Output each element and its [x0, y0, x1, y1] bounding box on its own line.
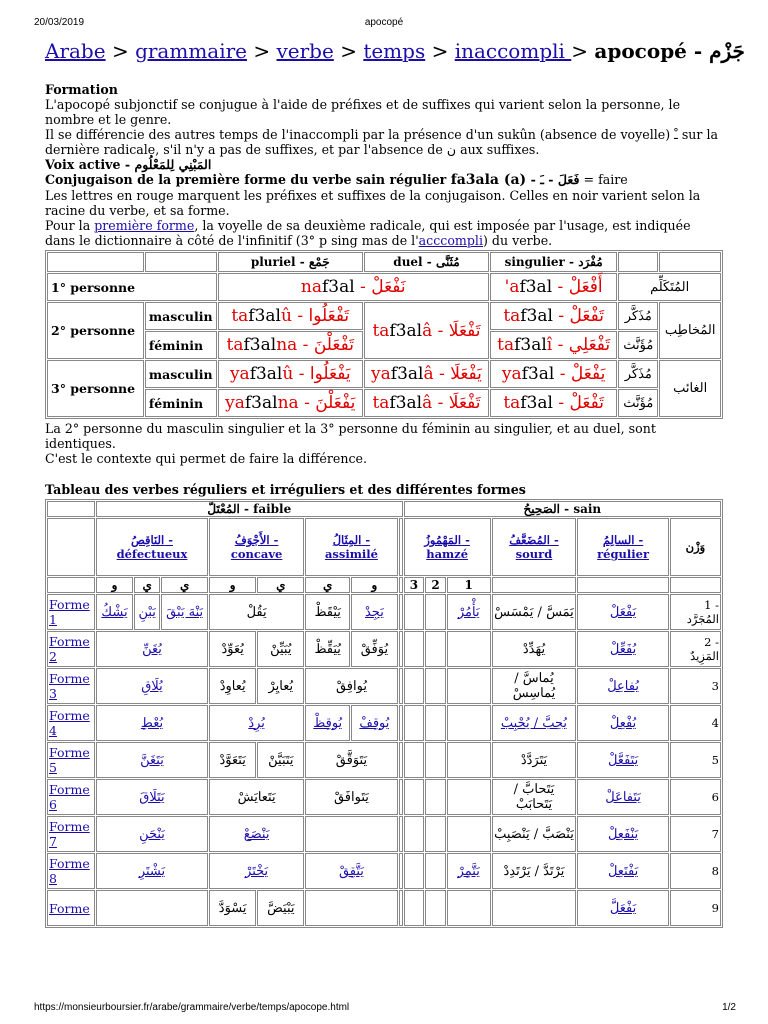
gender-label: masculin: [145, 360, 217, 388]
breadcrumb-arabe[interactable]: Arabe: [45, 39, 106, 63]
verb-cell: [399, 631, 403, 667]
verb-cell: يُيَقِّظْ: [305, 631, 350, 667]
table-row: [47, 360, 721, 388]
verb-cell[interactable]: يُلَاقِ: [96, 668, 208, 704]
verb-cell: [404, 631, 425, 667]
table-row: [47, 890, 721, 926]
breadcrumb-sep: >: [431, 39, 449, 63]
gender-ar: مُؤَنَّث: [618, 331, 658, 359]
verbs-table-title: Tableau des verbes réguliers et irréguliers et des différentes formes: [45, 482, 526, 497]
print-footer: [0, 994, 768, 1024]
conj-cell: naf3al - نَفْعَلْ: [218, 273, 489, 301]
gender-label: féminin: [145, 389, 217, 417]
verb-cell[interactable]: يُغَنِّ: [96, 631, 208, 667]
conjugation-table: [45, 250, 723, 419]
verb-cell: [425, 705, 446, 741]
wazn-cell: 7: [670, 816, 721, 852]
verb-cell: [447, 779, 491, 815]
conj-cell: taf3al - تَفْعَلْ: [490, 302, 617, 330]
verb-cell: يُماسَّ / يُماسِسْ: [492, 668, 577, 704]
verb-cell: يُهَدِّدْ: [492, 631, 577, 667]
form-link[interactable]: Forme 2: [47, 631, 95, 667]
table-row: [47, 273, 721, 301]
breadcrumb-temps[interactable]: temps: [363, 39, 426, 63]
form-link[interactable]: Forme 6: [47, 779, 95, 815]
verbs-table: المُعْتَلّ - faible الصَحِيحُ - sain النَاقِصُ - défectueux الأَجْوَفُ - concave المِثَالُ - assimilé المَهْمُوزُ - hamzé المُضَعَّفُ - sourd السالِمُ - régulier وَزْن و ي ي و ي ي و 3 2 1 Forme 1 يَشْكُ يَبْنِ يَنْهَ يَبْقَ يَقُلْ يَيْقَظْ يَجِدْ يَأْمُرْ يَمَسَّ / يَمْسَسْ يَفْعَلْ 1 - المُجَرَّد Forme 2 يُغَنِّ يُعَوِّدْ يُبَيِّنْ يُيَقِّظْ يُوَفِّقْ يُهَدِّدْ يُفَعِّلْ 2 - المَزِيدٌ Forme 3 يُلَاقِ يُعاوِدْ يُعايِرْ يُوافِقْ يُماسَّ / يُماسِسْ يُفاعِلْ 3 Forme 4 يُعْطِ يُرِدْ يُوقِظْ يُوقِفْ يُحِبَّ / يُحْبِبْ يُفْعِلْ 4 Forme 5 يَتَغَنَّ يَتَعَوَّدْ يَتَبَيَّنْ يَتَوَقَّقْ يَتَرَدَّدْ يَتَفَعَّلْ 5 Forme 6 يَتَلَاقَ يَتَعايَشْ يَتَوافَقْ يَتَحابَّ / يَتَحابَبْ يَتَفاعَلْ 6 Forme 7 يَنْحَنِ يَنْصَعْ يَنْصَبَّ / يَنْصَبِبْ يَنْفَعِلْ 7 Forme 8 يَشْتَرِ يَخْتَرْ يَتَّقِقْ يَتَّمِرْ يَرْتَدَّ / يَرْتَدِدْ يَفْتَعِلْ 8 Forme يَسْوَدَّ يَبْيَضَّ يَفْعَلَّ 9: [45, 499, 723, 928]
verb-cell: [425, 816, 446, 852]
breadcrumb-sep: >: [571, 39, 589, 63]
table-row: [47, 594, 721, 630]
breadcrumb-verbe[interactable]: verbe: [276, 39, 334, 63]
breadcrumb-sep: >: [111, 39, 129, 63]
verb-cell: [399, 668, 403, 704]
conj-cell: taf3alâ - تَفْعَلَا: [364, 302, 489, 359]
verb-cell[interactable]: يَشْتَرِ: [96, 853, 208, 889]
verb-cell: [404, 853, 425, 889]
print-url: https://monsieurboursier.fr/arabe/grammaire/verbe/temps/apocope.html: [34, 1002, 350, 1013]
form-link[interactable]: Forme 7: [47, 816, 95, 852]
verb-cell: [399, 816, 403, 852]
print-page-number: 1/2: [722, 1002, 736, 1013]
header-duel: duel - مُثَنَّى: [364, 252, 489, 272]
wazn-cell: 5: [670, 742, 721, 778]
verb-cell: [305, 816, 397, 852]
table-row: [47, 302, 721, 330]
verb-cell[interactable]: يُوقِظْ: [305, 705, 350, 741]
verb-cell[interactable]: يَتَفَعَّلْ: [577, 742, 668, 778]
print-date: 20/03/2019: [34, 17, 85, 28]
verb-cell: يَتَعَوَّدْ: [209, 742, 256, 778]
conj-cell: yaf3alâ - يَفْعَلَا: [364, 360, 489, 388]
table-row: [47, 779, 721, 815]
wazn-cell: 8: [670, 853, 721, 889]
verb-cell: [399, 890, 403, 926]
breadcrumb-inaccompli[interactable]: inaccompli: [454, 39, 572, 63]
verb-cell: [425, 890, 446, 926]
print-header: [0, 0, 768, 30]
form-link[interactable]: Forme 1: [47, 594, 95, 630]
conj-cell: taf3al - تَفْعَلْ: [490, 389, 617, 417]
verb-cell: [399, 779, 403, 815]
wazn-cell: 1 - المُجَرَّد: [670, 594, 721, 630]
verb-cell: [425, 853, 446, 889]
verb-cell[interactable]: يَفْعَلْ: [577, 594, 668, 630]
conj-cell: yaf3al - يَفْعَلْ: [490, 360, 617, 388]
conj-title: Conjugaison de la première forme du verbe sain régulier fa3ala (a) - فَعَلَ - ـَ = faire: [45, 172, 628, 188]
verb-cell[interactable]: يَأْمُرْ: [447, 594, 491, 630]
table-row: [47, 389, 721, 417]
identity-note: La 2° personne du masculin singulier et la 3° personne du féminin au singulier, et au duel, sont identiques. C'est le contexte qui permet de faire la différence.: [45, 421, 656, 466]
verb-cell: [425, 668, 446, 704]
person-ar-label: المُتَكَلِّم: [618, 273, 721, 301]
gender-ar: مُؤَنَّث: [618, 389, 658, 417]
verb-cell[interactable]: يُرِدْ: [209, 705, 304, 741]
voix-active: Voix active - المَبْنِي لِلمَعْلُوم: [45, 157, 212, 172]
conj-cell: yaf3alû - يَفْعَلُوا: [218, 360, 363, 388]
person-label: 2° personne: [47, 302, 144, 359]
formation-title: Formation: [45, 82, 118, 97]
verb-cell: [404, 742, 425, 778]
wazn-cell: 6: [670, 779, 721, 815]
verb-cell: [425, 594, 446, 630]
header-plural: pluriel - جَمْع: [218, 252, 363, 272]
table-row: [47, 816, 721, 852]
faible-header: المُعْتَلّ - faible: [96, 501, 403, 517]
page-content: [45, 38, 745, 928]
form-link[interactable]: Forme 5: [47, 742, 95, 778]
verb-cell: [425, 631, 446, 667]
conj-cell: taf3alna - تَفْعَلْنَ: [218, 331, 363, 359]
wazn-cell: 9: [670, 890, 721, 926]
verb-cell: يَتَوافَقْ: [305, 779, 397, 815]
person-label: 1° personne: [47, 273, 217, 301]
gender-label: masculin: [145, 302, 217, 330]
verb-cell[interactable]: يَجِدْ: [351, 594, 397, 630]
form-link[interactable]: Forme 3: [47, 668, 95, 704]
form-link[interactable]: Forme 8: [47, 853, 95, 889]
verb-cell: [96, 890, 208, 926]
gender-label: féminin: [145, 331, 217, 359]
accompli-link[interactable]: acccompli: [418, 233, 483, 248]
verb-cell[interactable]: يَبْنِ: [134, 594, 160, 630]
verb-cell[interactable]: يُعْطِ: [96, 705, 208, 741]
verb-cell[interactable]: يَنْحَنِ: [96, 816, 208, 852]
verb-cell[interactable]: يَنْفَعِلْ: [577, 816, 668, 852]
verb-cell: [305, 890, 397, 926]
sain-header: الصَحِيحُ - sain: [404, 501, 721, 517]
conj-cell: taf3alî - تَفْعَلِي: [490, 331, 617, 359]
conj-cell: 'af3al - أَفْعَلْ: [490, 273, 617, 301]
cat-concave[interactable]: الأَجْوَفُ - concave: [209, 518, 304, 576]
verb-cell: [447, 890, 491, 926]
form-link[interactable]: Forme 4: [47, 705, 95, 741]
verb-cell: يَمَسَّ / يَمْسَسْ: [492, 594, 577, 630]
verb-cell: [399, 594, 403, 630]
premiere-forme-link[interactable]: première forme: [94, 218, 195, 233]
formation-p2: Il se différencie des autres temps de l'inaccompli par la présence d'un sukûn (absence de voyelle) ـْ sur la dernière radicale, s'il n'y a pas de suffixes, et par l'absence de ن aux suffixes.: [45, 127, 718, 157]
verb-cell: [492, 890, 577, 926]
table-row: [47, 668, 721, 704]
verb-cell: [404, 816, 425, 852]
wazn-cell: 2 - المَزِيدٌ: [670, 631, 721, 667]
table-row: [47, 631, 721, 667]
conj-cell: yaf3alna - يَفْعَلْنَ: [218, 389, 363, 417]
verb-cell: [447, 668, 491, 704]
conj-cell: taf3alû - تَفْعَلُوا: [218, 302, 363, 330]
verb-cell: [404, 594, 425, 630]
cat-assimile[interactable]: المِثَالُ - assimilé: [305, 518, 397, 576]
conj-cell: taf3alâ - تَفْعَلَا: [364, 389, 489, 417]
cat-sourd[interactable]: المُضَعَّفُ - sourd: [492, 518, 577, 576]
wazn-cell: 3: [670, 668, 721, 704]
verb-cell: يَقُلْ: [209, 594, 304, 630]
gender-ar: مُذَكَّر: [618, 360, 658, 388]
verb-cell[interactable]: يَفْتَعِلْ: [577, 853, 668, 889]
verb-cell: يَتَعايَشْ: [209, 779, 304, 815]
verb-cell: يَنْصَبَّ / يَنْصَبِبْ: [492, 816, 577, 852]
breadcrumb-sep: >: [340, 39, 357, 63]
verb-cell: يَتَوَقَّقْ: [305, 742, 397, 778]
verb-cell[interactable]: يَخْتَرْ: [209, 853, 304, 889]
verb-cell: يُوافِقْ: [305, 668, 397, 704]
verb-cell: يَسْوَدَّ: [209, 890, 256, 926]
verb-cell: [447, 705, 491, 741]
verb-cell: يَرْتَدَّ / يَرْتَدِدْ: [492, 853, 577, 889]
verb-cell[interactable]: يُفَعِّلْ: [577, 631, 668, 667]
verb-cell: [404, 668, 425, 704]
verb-cell[interactable]: يَتَّقِقْ: [305, 853, 397, 889]
print-title: apocopé: [364, 17, 404, 28]
header-singular: singulier - مُفْرَد: [490, 252, 617, 272]
form-link[interactable]: Forme: [47, 890, 95, 926]
breadcrumb-grammaire[interactable]: grammaire: [135, 39, 247, 63]
verb-cell: يَتَحابَّ / يَتَحابَبْ: [492, 779, 577, 815]
verb-cell: [447, 631, 491, 667]
cat-defectueux[interactable]: النَاقِصُ - défectueux: [96, 518, 208, 576]
verb-cell: يَتَبَيَّنْ: [257, 742, 304, 778]
verb-cell[interactable]: يُفاعِلْ: [577, 668, 668, 704]
formation-p3: Les lettres en rouge marquent les préfixes et suffixes de la conjugaison. Celles en noir varient selon la racine du verbe, et sa forme.: [45, 188, 701, 218]
cat-wazn: وَزْن: [670, 518, 721, 576]
verb-cell: [425, 779, 446, 815]
verb-cell[interactable]: يَشْكُ: [96, 594, 133, 630]
verb-cell: يُعَوِّدْ: [209, 631, 256, 667]
table-row: [47, 705, 721, 741]
verb-cell: [399, 853, 403, 889]
verb-cell: يُعايِرْ: [257, 668, 304, 704]
verb-cell: [404, 705, 425, 741]
verb-cell[interactable]: يُوقِفْ: [351, 705, 397, 741]
verb-cell[interactable]: يَنْصَعْ: [209, 816, 304, 852]
formation-p1: L'apocopé subjonctif se conjugue à l'aide de préfixes et de suffixes qui varient selon la personne, le nombre et le genre.: [45, 97, 681, 127]
formation-section: [45, 82, 723, 248]
person-ar-label: المُخاطِب: [659, 302, 721, 359]
cat-regulier[interactable]: السالِمُ - régulier: [577, 518, 668, 576]
gender-ar: مُذَكَّر: [618, 302, 658, 330]
verb-cell[interactable]: يُفْعِلْ: [577, 705, 668, 741]
verb-cell[interactable]: يَتَّمِرْ: [447, 853, 491, 889]
verb-cell[interactable]: يَتَلَاقَ: [96, 779, 208, 815]
table-row: [47, 742, 721, 778]
person-ar-label: الغائب: [659, 360, 721, 417]
wazn-cell: 4: [670, 705, 721, 741]
verb-cell: [447, 742, 491, 778]
verb-cell[interactable]: يُحِبَّ / يُحْبِبْ: [492, 705, 577, 741]
verb-cell[interactable]: يَنْهَ يَبْقَ: [161, 594, 208, 630]
verb-cell[interactable]: يَفْعَلَّ: [577, 890, 668, 926]
table-row: [47, 853, 721, 889]
breadcrumb: [45, 38, 745, 64]
verb-cell: [399, 705, 403, 741]
verb-cell: يُعاوِدْ: [209, 668, 256, 704]
verb-cell[interactable]: يُوَفِّقْ: [351, 631, 397, 667]
verb-cell: [425, 742, 446, 778]
verb-cell: يَبْيَضَّ: [257, 890, 304, 926]
person-label: 3° personne: [47, 360, 144, 417]
verb-cell: يُبَيِّنْ: [257, 631, 304, 667]
verb-cell: يَتَرَدَّدْ: [492, 742, 577, 778]
verb-cell: [399, 742, 403, 778]
verb-cell[interactable]: يَتَغَنَّ: [96, 742, 208, 778]
verb-cell[interactable]: يَتَفاعَلْ: [577, 779, 668, 815]
verb-cell: [404, 779, 425, 815]
verb-cell: [404, 890, 425, 926]
page-title: apocopé - جَزْم: [594, 39, 745, 63]
verb-cell: [447, 816, 491, 852]
breadcrumb-sep: >: [253, 39, 271, 63]
cat-hamze[interactable]: المَهْمُوزُ - hamzé: [404, 518, 491, 576]
verb-cell: يَيْقَظْ: [305, 594, 350, 630]
formation-p4: Pour la première forme, la voyelle de sa deuxième radicale, qui est imposée par l'usage, est indiquée dans le dictionnaire à côté de l'infinitif (3° p sing mas de l'acccompli) du verbe.: [45, 218, 691, 248]
